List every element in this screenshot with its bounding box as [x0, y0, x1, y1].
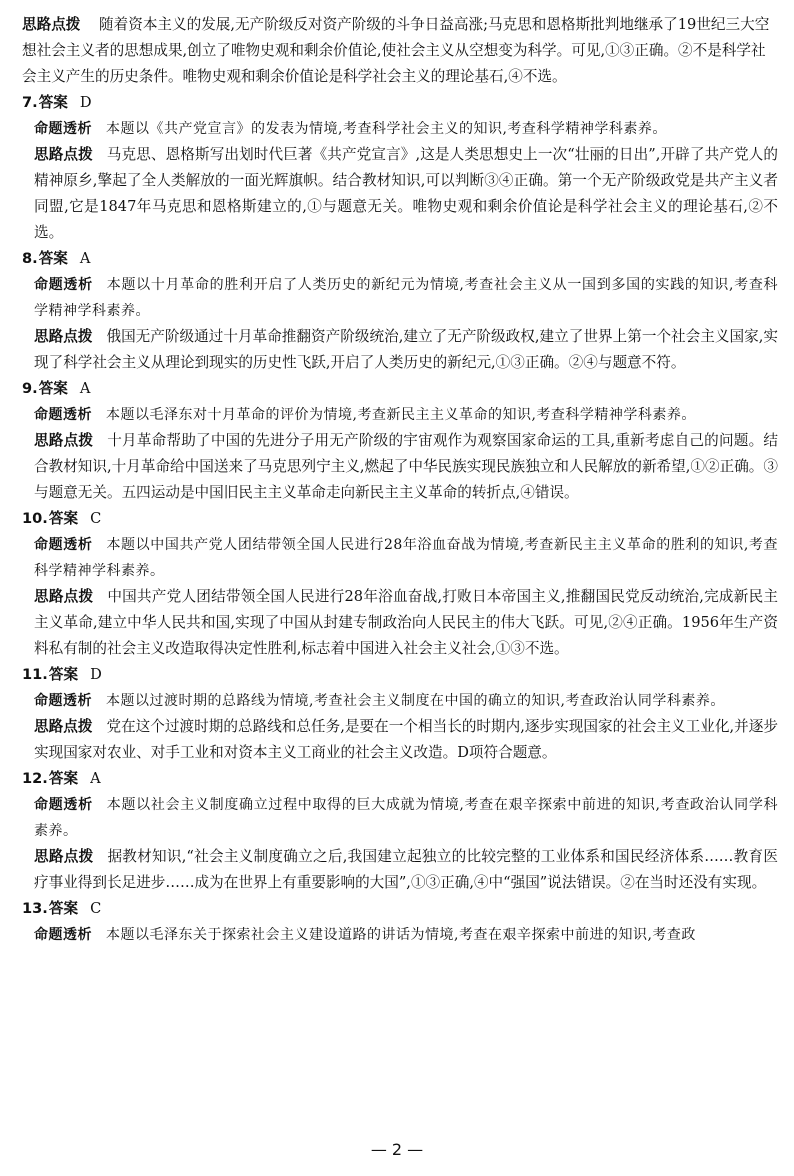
- answer-label: 答案: [38, 250, 68, 267]
- page-number: — 2 —: [370, 1140, 424, 1159]
- answer-letter: D: [79, 94, 92, 111]
- analysis-paragraph: [22, 532, 778, 584]
- analysis-paragraph: [22, 272, 778, 324]
- intro-hint: [22, 12, 778, 90]
- analysis-paragraph: [22, 922, 778, 948]
- answer-line: [22, 90, 778, 116]
- analysis-text: 本题以中国共产党人团结带领全国人民进行28年浴血奋战为情境,考查新民主主义革命的胜利的知识,考查科学精神学科素养。: [34, 537, 779, 579]
- analysis-paragraph: [22, 116, 778, 142]
- question-number: 13.: [22, 900, 48, 917]
- answer-letter: D: [90, 666, 102, 683]
- analysis-label: 命题透析: [34, 797, 93, 813]
- answer-line: [22, 506, 778, 532]
- question-number: 8.: [22, 250, 38, 267]
- analysis-text: 本题以《共产党宣言》的发表为情境,考查科学社会主义的知识,考查科学精神学科素养。: [106, 121, 667, 137]
- hint-label: 思路点拨: [34, 848, 94, 865]
- hint-label: 思路点拨: [34, 718, 93, 735]
- hint-paragraph: [22, 584, 778, 662]
- hint-text: 马克思、恩格斯写出划时代巨著《共产党宣言》,这是人类思想史上一次“壮丽的日出”,开辟了共产党人的精神原乡,擎起了全人类解放的一面光辉旗帜。结合教材知识,可以判断③④正确。第一个无产阶级政党是共产主义者同盟,它是1847年马克思和恩格斯建立的,①与题意无关。唯物史观和剩余价值论是科学社会主义的理论基石,②不选。: [34, 146, 778, 241]
- hint-label: 思路点拨: [34, 146, 93, 163]
- answer-line: [22, 662, 778, 688]
- analysis-paragraph: [22, 402, 778, 428]
- hint-label: 思路点拨: [34, 588, 94, 605]
- analysis-paragraph: [22, 688, 778, 714]
- hint-paragraph: [22, 324, 778, 376]
- answer-line: [22, 376, 778, 402]
- question-block: [22, 246, 778, 376]
- answer-letter: C: [90, 900, 102, 917]
- analysis-label: 命题透析: [34, 693, 92, 709]
- hint-label: 思路点拨: [34, 328, 93, 345]
- question-block: [22, 662, 778, 766]
- hint-text: 俄国无产阶级通过十月革命推翻资产阶级统治,建立了无产阶级政权,建立了世界上第一个社会主义国家,实现了科学社会主义从理论到现实的历史性飞跃,开启了人类历史的新纪元,①③正确。②④与题意不符。: [34, 328, 778, 371]
- hint-text: 中国共产党人团结带领全国人民进行28年浴血奋战,打败日本帝国主义,推翻国民党反动统治,完成新民主主义革命,建立中华人民共和国,实现了中国从封建专制政治向人民民主的伟大飞跃。可见,②④正确。1956年生产资料私有制的社会主义改造取得决定性胜利,标志着中国进入社会主义社会,①③不选。: [34, 588, 778, 657]
- question-number: 10.: [22, 510, 48, 527]
- question-number: 11.: [22, 666, 48, 683]
- question-block: [22, 896, 778, 948]
- answer-letter: C: [90, 510, 102, 527]
- hint-text: 十月革命帮助了中国的先进分子用无产阶级的宇宙观作为观察国家命运的工具,重新考虑自己的问题。结合教材知识,十月革命给中国送来了马克思列宁主义,燃起了中华民族实现民族独立和人民解放的新希望,①②正确。③与题意无关。五四运动是中国旧民主主义革命走向新民主主义革命的转折点,④错误。: [34, 432, 778, 501]
- question-block: [22, 90, 778, 246]
- answer-letter: A: [79, 380, 91, 397]
- answer-line: [22, 246, 778, 272]
- answer-page: [22, 12, 778, 948]
- question-number: 12.: [22, 770, 48, 787]
- analysis-text: 本题以毛泽东关于探索社会主义建设道路的讲话为情境,考查在艰辛探索中前进的知识,考查政: [106, 927, 696, 943]
- question-number: 9.: [22, 380, 38, 397]
- analysis-label: 命题透析: [34, 277, 93, 293]
- question-number: 7.: [22, 94, 38, 111]
- question-block: [22, 506, 778, 662]
- hint-label: 思路点拨: [22, 16, 81, 33]
- answer-label: 答案: [48, 666, 79, 683]
- analysis-text: 本题以社会主义制度确立过程中取得的巨大成就为情境,考查在艰辛探索中前进的知识,考查政治认同学科素养。: [34, 797, 779, 839]
- analysis-label: 命题透析: [34, 537, 93, 553]
- answer-letter: A: [90, 770, 101, 787]
- analysis-text: 本题以十月革命的胜利开启了人类历史的新纪元为情境,考查社会主义从一国到多国的实践的知识,考查科学精神学科素养。: [34, 277, 779, 319]
- hint-paragraph: [22, 142, 778, 246]
- analysis-text: 本题以毛泽东对十月革命的评价为情境,考查新民主主义革命的知识,考查科学精神学科素养。: [106, 407, 696, 423]
- answer-line: [22, 766, 778, 792]
- analysis-paragraph: [22, 792, 778, 844]
- answer-label: 答案: [48, 900, 79, 917]
- hint-label: 思路点拨: [34, 432, 94, 449]
- hint-paragraph: [22, 714, 778, 766]
- hint-paragraph: [22, 844, 778, 896]
- answer-label: 答案: [48, 510, 79, 527]
- answer-letter: A: [79, 250, 91, 267]
- analysis-label: 命题透析: [34, 407, 92, 423]
- answer-line: [22, 896, 778, 922]
- analysis-label: 命题透析: [34, 121, 92, 137]
- answer-label: 答案: [38, 94, 68, 111]
- hint-text: 党在这个过渡时期的总路线和总任务,是要在一个相当长的时期内,逐步实现国家的社会主义工业化,并逐步实现国家对农业、对手工业和对资本主义工商业的社会主义改造。D项符合题意。: [34, 718, 778, 761]
- analysis-label: 命题透析: [34, 927, 92, 943]
- question-block: [22, 766, 778, 896]
- hint-paragraph: [22, 428, 778, 506]
- question-block: [22, 376, 778, 506]
- question-list: [22, 90, 778, 948]
- answer-label: 答案: [38, 380, 68, 397]
- hint-text: 随着资本主义的发展,无产阶级反对资产阶级的斗争日益高涨;马克思和恩格斯批判地继承了19世纪三大空想社会主义者的思想成果,创立了唯物史观和剩余价值论,使社会主义从空想变为科学。可见,①③正确。②不是科学社会主义产生的历史条件。唯物史观和剩余价值论是科学社会主义的理论基石,④不选。: [22, 16, 770, 85]
- analysis-text: 本题以过渡时期的总路线为情境,考查社会主义制度在中国的确立的知识,考查政治认同学科素养。: [106, 693, 725, 709]
- answer-label: 答案: [48, 770, 79, 787]
- hint-text: 据教材知识,“社会主义制度确立之后,我国建立起独立的比较完整的工业体系和国民经济体系……教育医疗事业得到长足进步……成为在世界上有重要影响的大国”,①③正确,④中“强国”说法错误。②在当时还没有实现。: [34, 848, 778, 891]
